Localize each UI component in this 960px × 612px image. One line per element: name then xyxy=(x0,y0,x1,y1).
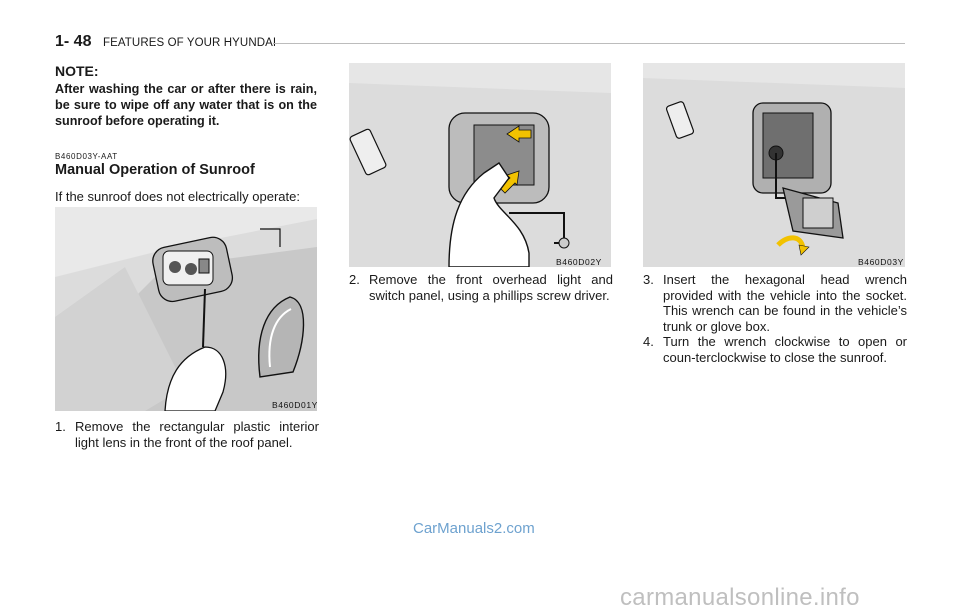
step-4-text: Turn the wrench clockwise to open or coun-terclockwise to close the sunroof. xyxy=(663,334,907,365)
step-2-number: 2. xyxy=(349,272,360,287)
note-block xyxy=(55,63,317,129)
step-2-text: Remove the front overhead light and switch panel, using a phillips screw driver. xyxy=(369,272,613,303)
figure-2-overhead-light xyxy=(349,63,611,267)
figure-2-illustration xyxy=(349,63,611,267)
section-title: FEATURES OF YOUR HYUNDAI xyxy=(103,37,277,49)
steps-3-4 xyxy=(643,272,907,366)
step-3-number: 3. xyxy=(643,272,654,287)
figure-2-label: B460D02Y xyxy=(556,257,602,267)
section-block xyxy=(55,152,317,204)
watermark-carmanuals2[interactable]: CarManuals2.com xyxy=(413,520,535,537)
page-number: 1- 48 xyxy=(55,33,92,50)
section-heading: Manual Operation of Sunroof xyxy=(55,162,255,178)
header-rule xyxy=(273,43,905,44)
section-intro: If the sunroof does not electrically operate: xyxy=(55,189,300,204)
step-1 xyxy=(55,419,319,450)
note-body: After washing the car or after there is rain, be sure to wipe off any water that is on the sunroof before operating it. xyxy=(55,82,317,128)
step-4-number: 4. xyxy=(643,334,654,350)
note-title: NOTE: xyxy=(55,63,99,79)
step-1-text: Remove the rectangular plastic interior light lens in the front of the roof panel. xyxy=(75,419,319,450)
step-4 xyxy=(643,334,907,365)
figure-1-interior-light xyxy=(55,207,317,411)
figure-3-label: B460D03Y xyxy=(858,257,904,267)
watermark-carmanualsonline: carmanualsonline.info xyxy=(620,584,860,611)
figure-1-label: B460D01Y xyxy=(272,400,318,410)
step-3-text: Insert the hexagonal head wrench provided with the vehicle into the socket. This wrench can be found in the vehicle’s trunk or glove box. xyxy=(663,272,907,334)
page-header xyxy=(55,33,905,53)
figure-3-illustration xyxy=(643,63,905,267)
step-2 xyxy=(349,272,613,303)
step-1-number: 1. xyxy=(55,419,66,434)
section-code: B460D03Y-AAT xyxy=(55,152,118,161)
step-3 xyxy=(643,272,907,334)
figure-1-illustration xyxy=(55,207,317,411)
figure-3-sunroof-socket xyxy=(643,63,905,267)
